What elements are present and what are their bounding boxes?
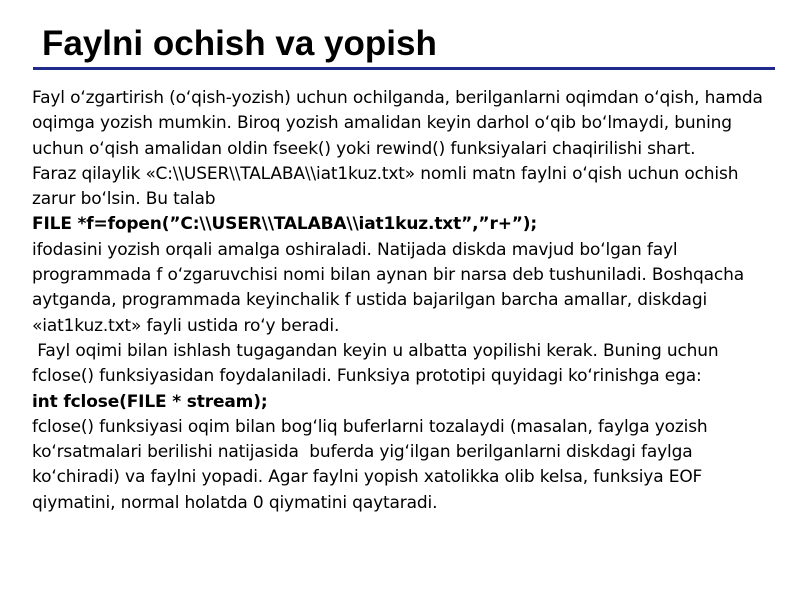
paragraph-file-modes: Fayl oʻzgartirish (oʻqish-yozish) uchun ochilganda, berilganlarni oqimdan oʻqish, hamda oqimga yozish mumkin. Biroq yozish amalidan keyin darhol oʻqib boʻlmaydi, buning uchun oʻqish amalidan oldin fseek() yoki rewind() funksiyalari chaqirilishi shart. bbox=[32, 88, 769, 159]
paragraph-fclose-explanation: fclose() funksiyasi oqim bilan bogʻliq buferlarni tozalaydi (masalan, faylga yozish koʻrsatmalari berilishi natijasida buferda yigʻilgan berilganlarni diskdagi faylga koʻchiradi) va faylni yopadi. Agar faylni yopish xatolikka olib kelsa, funksiya EOF qiymatini, normal holatda 0 qiymatini qaytaradi. bbox=[32, 416, 713, 513]
code-fopen: FILE *f=fopen(”C:\\USER\\TALABA\\iat1kuz.txt”,”r+”); bbox=[32, 214, 538, 235]
slide-body bbox=[32, 86, 782, 516]
paragraph-fopen-explanation: ifodasini yozish orqali amalga oshiraladi. Natijada diskda mavjud boʻlgan fayl programmada f oʻzgaruvchisi nomi bilan aynan bir narsa deb tushuniladi. Boshqacha aytganda, programmada keyinchalik f ustida bajarilgan barcha amallar, diskdagi «iat1kuz.txt» fayli ustida roʻy beradi. bbox=[32, 239, 750, 336]
slide-title: Faylni ochish va yopish bbox=[42, 24, 437, 63]
title-underline bbox=[33, 67, 775, 70]
paragraph-fclose-intro: Fayl oqimi bilan ishlash tugagandan keyin u albatta yopilishi kerak. Buning uchun fclose() funksiyasidan foydalaniladi. Funksiya prototipi quyidagi koʻrinishga ega: bbox=[32, 340, 724, 387]
code-fclose-prototype: int fclose(FILE * stream); bbox=[32, 391, 268, 412]
paragraph-example-intro: Faraz qilaylik «C:\\USER\\TALABA\\iat1kuz.txt» nomli matn faylni oʻqish uchun ochish zarur boʻlsin. Bu talab bbox=[32, 163, 744, 210]
